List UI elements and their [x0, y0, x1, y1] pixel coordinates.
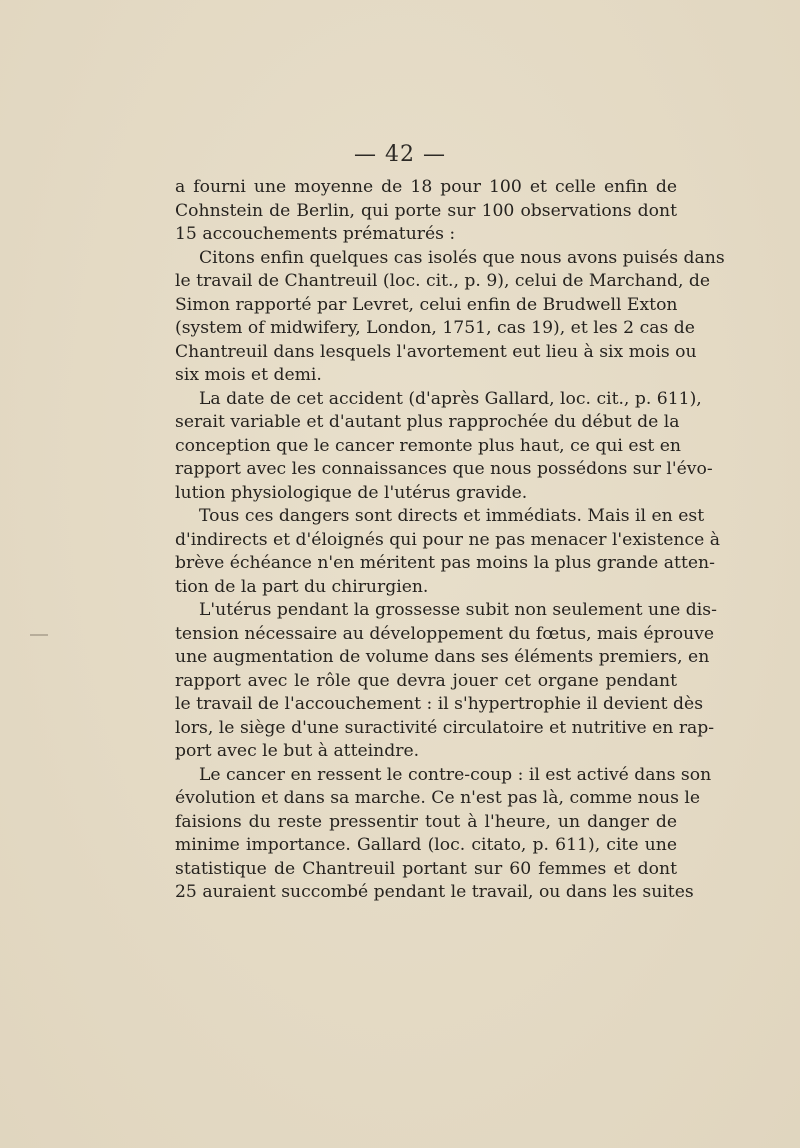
text-line: lors, le siège d'une suractivité circulatoire et nutritive en rap-: [175, 717, 715, 738]
text-line: brève échéance n'en méritent pas moins la plus grande atten-: [175, 553, 715, 573]
text-line: Chantreuil dans lesquels l'avortement eut lieu à six mois ou: [175, 341, 697, 362]
page-number: — 42 —: [354, 142, 446, 167]
text-line: lution physiologique de l'utérus gravide.: [175, 482, 528, 503]
text-line: minime importance. Gallard (loc. citato, p. 611), cite une: [175, 835, 677, 855]
text-line: Citons enfin quelques cas isolés que nous avons puisés dans: [199, 247, 725, 268]
text-line: d'indirects et d'éloignés qui pour ne pas menacer l'existence à: [175, 529, 720, 550]
text-line: évolution et dans sa marche. Ce n'est pas là, comme nous le: [175, 788, 701, 808]
body-text: [175, 176, 725, 905]
text-line: le travail de l'accouchement : il s'hypertrophie il devient dès: [175, 694, 704, 714]
text-line: une augmentation de volume dans ses éléments premiers, en: [175, 647, 710, 667]
text-line: Tous ces dangers sont directs et immédiats. Mais il en est: [199, 506, 705, 526]
text-line: six mois et demi.: [175, 365, 322, 385]
text-line: statistique de Chantreuil portant sur 60 femmes et dont: [175, 858, 677, 879]
text-line: le travail de Chantreuil (loc. cit., p. 9), celui de Marchand, de: [175, 271, 711, 291]
text-line: Le cancer en ressent le contre-coup : il est activé dans son: [199, 764, 712, 785]
text-line: conception que le cancer remonte plus haut, ce qui est en: [175, 435, 681, 456]
text-line: rapport avec les connaissances que nous possédons sur l'évo-: [175, 459, 713, 479]
text-line: tion de la part du chirurgien.: [175, 576, 429, 597]
text-line: 25 auraient succombé pendant le travail, ou dans les suites: [175, 882, 694, 902]
text-line: Simon rapporté par Levret, celui enfin de Brudwell Exton: [175, 294, 678, 315]
text-line: tension nécessaire au développement du fœtus, mais éprouve: [175, 623, 715, 644]
margin-mark: [30, 634, 48, 636]
text-line: port avec le but à atteindre.: [175, 741, 420, 761]
text-line: rapport avec le rôle que devra jouer cet organe pendant: [175, 670, 677, 691]
text-line: L'utérus pendant la grossesse subit non seulement une dis-: [199, 600, 717, 620]
text-line: La date de cet accident (d'après Gallard, loc. cit., p. 611),: [199, 388, 702, 409]
text-line: a fourni une moyenne de 18 pour 100 et celle enfin de: [175, 177, 677, 197]
text-line: Cohnstein de Berlin, qui porte sur 100 observations dont: [175, 200, 677, 221]
text-line: serait variable et d'autant plus rapprochée du début de la: [175, 412, 680, 432]
text-line: faisions du reste pressentir tout à l'heure, un danger de: [175, 811, 677, 832]
text-line: 15 accouchements prématurés :: [175, 224, 456, 244]
text-line: (system of midwifery, London, 1751, cas 19), et les 2 cas de: [175, 318, 695, 338]
